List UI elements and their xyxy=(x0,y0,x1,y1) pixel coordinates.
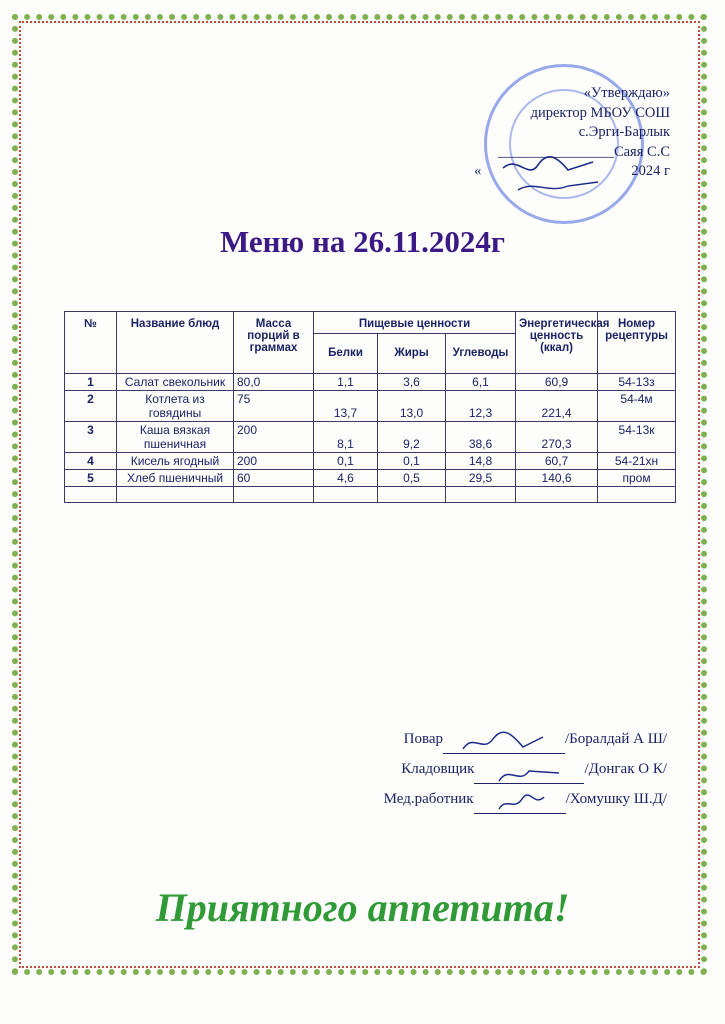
dish-protein: 4,6 xyxy=(314,470,378,487)
signature-name: /Хомушку Ш.Д/ xyxy=(565,791,667,807)
signatures-block xyxy=(384,724,667,814)
dish-energy: 140,6 xyxy=(516,470,598,487)
dish-name: Кисель ягодный xyxy=(117,453,234,470)
signature-name: /Донгак О К/ xyxy=(584,761,667,777)
header-nutrition: Пищевые ценности xyxy=(314,312,516,334)
header-number: № xyxy=(65,312,117,374)
row-number: 5 xyxy=(65,470,117,487)
dish-name: Каша вязкая пшеничная xyxy=(117,422,234,453)
dish-fat: 13,0 xyxy=(378,391,446,422)
signature-role: Кладовщик xyxy=(401,761,475,777)
row-number: 1 xyxy=(65,374,117,391)
dish-fat: 9,2 xyxy=(378,422,446,453)
dish-protein: 13,7 xyxy=(314,391,378,422)
header-mass: Масса порций в граммах xyxy=(234,312,314,374)
header-protein: Белки xyxy=(314,334,378,374)
table-row xyxy=(65,453,676,470)
signature-line xyxy=(474,797,566,814)
dish-protein: 0,1 xyxy=(314,453,378,470)
row-number: 2 xyxy=(65,391,117,422)
dish-carbs: 38,6 xyxy=(446,422,516,453)
dish-carbs: 29,5 xyxy=(446,470,516,487)
signature-medic xyxy=(384,784,667,814)
dish-mass: 80,0 xyxy=(234,374,314,391)
dish-carbs: 12,3 xyxy=(446,391,516,422)
dish-energy: 221,4 xyxy=(516,391,598,422)
approval-block xyxy=(420,84,670,182)
table-row-empty xyxy=(65,487,676,503)
dish-fat: 0,5 xyxy=(378,470,446,487)
dish-protein: 1,1 xyxy=(314,374,378,391)
footer-greeting: Приятного аппетита! xyxy=(155,885,570,930)
row-number: 3 xyxy=(65,422,117,453)
dish-recipe: 54-4м xyxy=(598,391,676,422)
dish-name: Котлета из говядины xyxy=(117,391,234,422)
table-row xyxy=(65,391,676,422)
signature-storekeeper xyxy=(384,754,667,784)
dish-mass: 60 xyxy=(234,470,314,487)
dish-fat: 3,6 xyxy=(378,374,446,391)
dish-energy: 270,3 xyxy=(516,422,598,453)
table-row xyxy=(65,470,676,487)
signature-line xyxy=(443,737,565,754)
dish-mass: 200 xyxy=(234,453,314,470)
dish-name: Салат свекольник xyxy=(117,374,234,391)
approval-date-year: 2024 г xyxy=(631,163,670,179)
page-title: Меню на 26.11.2024г xyxy=(220,224,505,259)
dish-energy: 60,7 xyxy=(516,453,598,470)
approval-place: с.Эрги-Барлык xyxy=(578,124,670,140)
table-row xyxy=(65,422,676,453)
header-dish-name: Название блюд xyxy=(117,312,234,374)
header-carbs: Углеводы xyxy=(446,334,516,374)
header-recipe: Номер рецептуры xyxy=(598,312,676,374)
approval-signature-line: ________________ xyxy=(497,143,614,160)
approval-date-line xyxy=(420,162,670,182)
dish-recipe: 54-21хн xyxy=(598,453,676,470)
row-number: 4 xyxy=(65,453,117,470)
menu-table xyxy=(64,311,676,503)
dish-name: Хлеб пшеничный xyxy=(117,470,234,487)
approval-position: директор МБОУ СОШ xyxy=(530,104,670,121)
dish-carbs: 14,8 xyxy=(446,453,516,470)
header-fat: Жиры xyxy=(378,334,446,374)
signature-name: /Боралдай А Ш/ xyxy=(564,731,667,747)
dish-protein: 8,1 xyxy=(314,422,378,453)
dish-energy: 60,9 xyxy=(516,374,598,391)
table-row xyxy=(65,374,676,391)
signature-role: Повар xyxy=(403,731,443,747)
dish-mass: 200 xyxy=(234,422,314,453)
signature-role: Мед.работник xyxy=(383,791,474,807)
approval-title: «Утверждаю» xyxy=(583,85,670,101)
signature-line xyxy=(474,767,584,784)
dish-recipe: 54-13з xyxy=(598,374,676,391)
approval-director-name: Саяя С.С xyxy=(613,143,670,160)
approval-date-open: « xyxy=(474,163,482,179)
dish-carbs: 6,1 xyxy=(446,374,516,391)
header-energy: Энергетическая ценность (ккал) xyxy=(516,312,598,374)
dish-fat: 0,1 xyxy=(378,453,446,470)
dish-recipe: пром xyxy=(598,470,676,487)
dish-mass: 75 xyxy=(234,391,314,422)
dish-recipe: 54-13к xyxy=(598,422,676,453)
signature-cook xyxy=(384,724,667,754)
approval-director-line xyxy=(420,143,670,163)
